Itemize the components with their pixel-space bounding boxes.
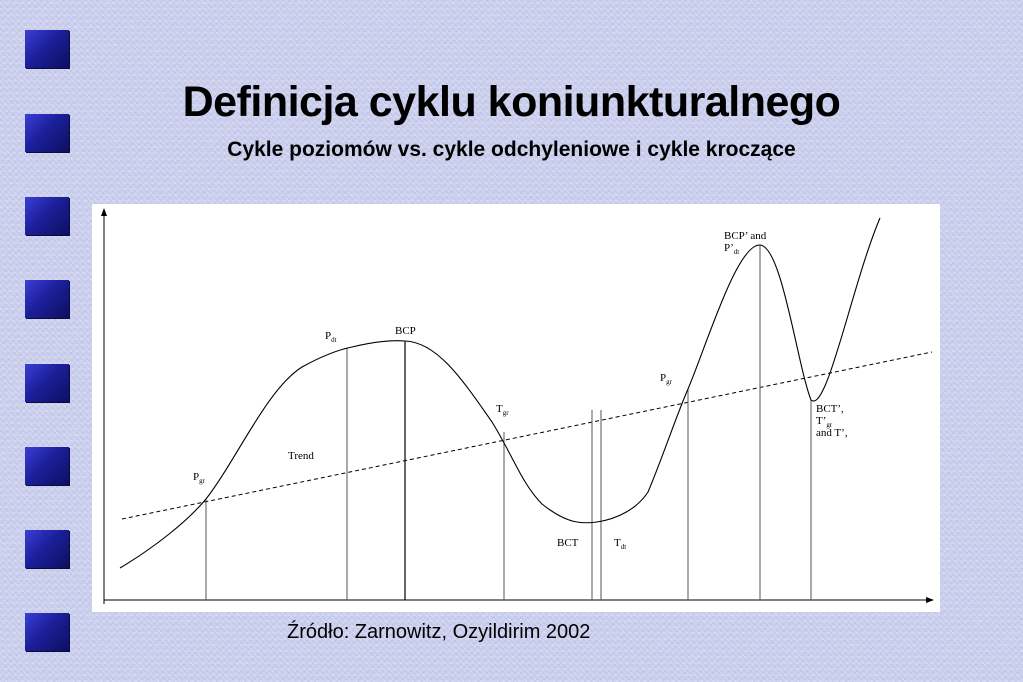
label-bct2-line2: $T’_{gr}$: [816, 415, 833, 429]
label-trend: Trend: [288, 450, 314, 462]
bullet-square-8: [25, 613, 69, 651]
label-bcp: BCP: [395, 325, 416, 337]
label-bct2-line3: and T’,: [816, 427, 848, 439]
label-tgr: $T_{gr}$: [496, 403, 509, 417]
label-bct2-line1: BCT’,: [816, 403, 844, 415]
y-axis-arrow-icon: [101, 208, 107, 216]
source-citation: Źródło: Zarnowitz, Ozyildirim 2002: [287, 621, 591, 643]
bullet-square-5: [25, 364, 69, 402]
bullet-square-4: [25, 280, 69, 318]
business-cycle-diagram: [92, 204, 940, 612]
label-tdt: $T_{dt}$: [614, 537, 627, 551]
bullet-square-1: [25, 30, 69, 68]
x-axis-arrow-icon: [926, 597, 934, 603]
label-pgr2: $P_{gr}$: [660, 372, 672, 386]
cycle-curve: [120, 218, 880, 568]
label-pdt: $P_{dt}$: [325, 330, 337, 344]
label-pgr: $P_{gr}$: [193, 471, 205, 485]
bullet-square-7: [25, 530, 69, 568]
bullet-square-6: [25, 447, 69, 485]
bullet-square-3: [25, 197, 69, 235]
label-bct: BCT: [557, 537, 579, 549]
diagram-svg: [92, 204, 940, 612]
slide-title: Definicja cyklu koniunkturalnego: [182, 78, 841, 126]
label-bcp2-line2: $P’_{dt}$: [724, 242, 740, 256]
label-bcp2-line1: BCP’ and: [724, 230, 767, 242]
slide-subtitle: Cykle poziomów vs. cykle odchyleniowe i cykle kroczące: [227, 138, 796, 161]
